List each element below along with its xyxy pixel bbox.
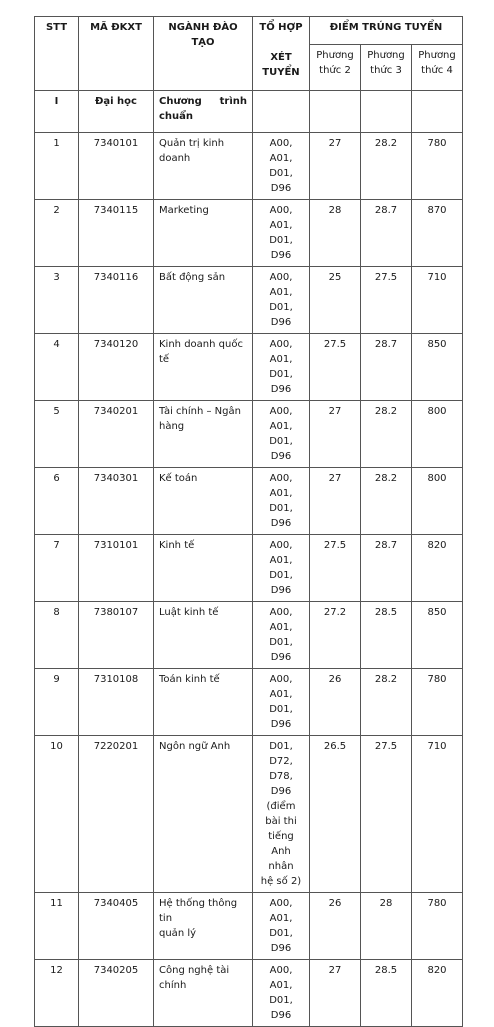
table-row — [35, 133, 463, 200]
cell-nganh: Kinh tế — [154, 535, 253, 602]
cell-stt: 3 — [35, 267, 79, 334]
table-row — [35, 960, 463, 1027]
table-body — [35, 133, 463, 1027]
cell-ma-dkxt: 7220201 — [79, 736, 154, 893]
cell-to-hop: A00, A01, D01, D96 — [253, 133, 310, 200]
table-row — [35, 736, 463, 893]
cell-to-hop: A00, A01, D01, D96 — [253, 267, 310, 334]
cell-phuong-thuc-3: 28 — [361, 893, 412, 960]
cell-to-hop: A00, A01, D01, D96 — [253, 669, 310, 736]
cell-phuong-thuc-2: 27 — [310, 133, 361, 200]
cell-stt: 9 — [35, 669, 79, 736]
cell-phuong-thuc-2: 27 — [310, 468, 361, 535]
cell-stt: 2 — [35, 200, 79, 267]
cell-ma-dkxt: 7340116 — [79, 267, 154, 334]
cell-nganh: Toán kinh tế — [154, 669, 253, 736]
cell-ma-dkxt: 7340101 — [79, 133, 154, 200]
cell-stt: 7 — [35, 535, 79, 602]
cell-phuong-thuc-2: 27.5 — [310, 535, 361, 602]
header-phuong-thuc-2: Phương thức 2 — [310, 45, 361, 91]
table-row — [35, 602, 463, 669]
section-row — [35, 91, 463, 133]
cell-to-hop: D01, D72, D78, D96 (điểm bài thi tiếng Anh nhân hệ số 2) — [253, 736, 310, 893]
table-row — [35, 200, 463, 267]
cell-phuong-thuc-4: 710 — [412, 736, 463, 893]
header-diem-trung-tuyen: ĐIỂM TRÚNG TUYỂN — [310, 17, 463, 45]
cell-phuong-thuc-3: 28.7 — [361, 200, 412, 267]
header-phuong-thuc-3: Phương thức 3 — [361, 45, 412, 91]
cell-nganh: Tài chính – Ngân hàng — [154, 401, 253, 468]
cell-phuong-thuc-3: 28.2 — [361, 133, 412, 200]
cell-phuong-thuc-4: 780 — [412, 133, 463, 200]
header-to-hop-xet-tuyen: TỔ HỢP XÉT TUYỂN — [253, 17, 310, 91]
cell-phuong-thuc-2: 28 — [310, 200, 361, 267]
cell-phuong-thuc-2: 26 — [310, 893, 361, 960]
cell-phuong-thuc-2: 26 — [310, 669, 361, 736]
header-phuong-thuc-4: Phương thức 4 — [412, 45, 463, 91]
cell-nganh: Bất động sản — [154, 267, 253, 334]
cell-phuong-thuc-3: 28.5 — [361, 602, 412, 669]
cell-to-hop: A00, A01, D01, D96 — [253, 468, 310, 535]
cell-phuong-thuc-3: 27.5 — [361, 736, 412, 893]
cell-nganh: Luật kinh tế — [154, 602, 253, 669]
section-empty-cell — [310, 91, 361, 133]
cell-phuong-thuc-4: 800 — [412, 401, 463, 468]
cell-nganh: Marketing — [154, 200, 253, 267]
cell-to-hop: A00, A01, D01, D96 — [253, 893, 310, 960]
cell-stt: 12 — [35, 960, 79, 1027]
cell-ma-dkxt: 7340205 — [79, 960, 154, 1027]
cell-phuong-thuc-2: 27.2 — [310, 602, 361, 669]
cell-ma-dkxt: 7310108 — [79, 669, 154, 736]
cell-ma-dkxt: 7340115 — [79, 200, 154, 267]
cell-nganh: Kế toán — [154, 468, 253, 535]
table-row — [35, 401, 463, 468]
cell-phuong-thuc-4: 820 — [412, 960, 463, 1027]
header-stt: STT — [35, 17, 79, 91]
cell-phuong-thuc-4: 820 — [412, 535, 463, 602]
cell-to-hop: A00, A01, D01, D96 — [253, 334, 310, 401]
section-nganh-word-2: trình — [219, 96, 247, 107]
section-empty-cell — [253, 91, 310, 133]
section-stt: I — [35, 91, 79, 133]
cell-nganh: Hệ thống thông tin quản lý — [154, 893, 253, 960]
cell-phuong-thuc-4: 710 — [412, 267, 463, 334]
header-ma-dkxt: MÃ ĐKXT — [79, 17, 154, 91]
cell-ma-dkxt: 7380107 — [79, 602, 154, 669]
table-row — [35, 334, 463, 401]
table-row — [35, 669, 463, 736]
header-row-1 — [35, 17, 463, 45]
cell-phuong-thuc-3: 27.5 — [361, 267, 412, 334]
cell-phuong-thuc-2: 27 — [310, 401, 361, 468]
cell-phuong-thuc-2: 27 — [310, 960, 361, 1027]
table-row — [35, 893, 463, 960]
cell-stt: 6 — [35, 468, 79, 535]
cell-stt: 8 — [35, 602, 79, 669]
cell-phuong-thuc-4: 850 — [412, 334, 463, 401]
cell-phuong-thuc-3: 28.2 — [361, 468, 412, 535]
cell-to-hop: A00, A01, D01, D96 — [253, 401, 310, 468]
cell-nganh: Ngôn ngữ Anh — [154, 736, 253, 893]
cell-phuong-thuc-4: 780 — [412, 669, 463, 736]
cell-nganh: Kinh doanh quốc tế — [154, 334, 253, 401]
cell-nganh: Quản trị kinh doanh — [154, 133, 253, 200]
cell-phuong-thuc-2: 25 — [310, 267, 361, 334]
cell-stt: 10 — [35, 736, 79, 893]
cell-to-hop: A00, A01, D01, D96 — [253, 200, 310, 267]
cell-phuong-thuc-2: 27.5 — [310, 334, 361, 401]
section-nganh-word-1: Chương — [159, 96, 202, 107]
cell-phuong-thuc-4: 800 — [412, 468, 463, 535]
section-empty-cell — [361, 91, 412, 133]
cell-ma-dkxt: 7340120 — [79, 334, 154, 401]
cell-to-hop: A00, A01, D01, D96 — [253, 535, 310, 602]
cell-phuong-thuc-4: 780 — [412, 893, 463, 960]
cell-phuong-thuc-4: 850 — [412, 602, 463, 669]
section-nganh-word-3: chuẩn — [159, 111, 194, 122]
table-row — [35, 468, 463, 535]
cell-phuong-thuc-3: 28.2 — [361, 669, 412, 736]
section-ma: Đại học — [79, 91, 154, 133]
section-empty-cell — [412, 91, 463, 133]
cell-stt: 1 — [35, 133, 79, 200]
cell-ma-dkxt: 7340405 — [79, 893, 154, 960]
cell-phuong-thuc-4: 870 — [412, 200, 463, 267]
table-row — [35, 267, 463, 334]
table-row — [35, 535, 463, 602]
cell-phuong-thuc-3: 28.7 — [361, 334, 412, 401]
admission-score-table — [34, 16, 463, 1027]
cell-ma-dkxt: 7340201 — [79, 401, 154, 468]
cell-to-hop: A00, A01, D01, D96 — [253, 960, 310, 1027]
section-nganh — [154, 91, 253, 133]
cell-ma-dkxt: 7340301 — [79, 468, 154, 535]
cell-phuong-thuc-3: 28.7 — [361, 535, 412, 602]
cell-stt: 4 — [35, 334, 79, 401]
cell-nganh: Công nghệ tài chính — [154, 960, 253, 1027]
header-nganh-dao-tao: NGÀNH ĐÀO TẠO — [154, 17, 253, 91]
cell-stt: 11 — [35, 893, 79, 960]
cell-phuong-thuc-2: 26.5 — [310, 736, 361, 893]
cell-ma-dkxt: 7310101 — [79, 535, 154, 602]
cell-to-hop: A00, A01, D01, D96 — [253, 602, 310, 669]
cell-phuong-thuc-3: 28.2 — [361, 401, 412, 468]
cell-phuong-thuc-3: 28.5 — [361, 960, 412, 1027]
cell-stt: 5 — [35, 401, 79, 468]
